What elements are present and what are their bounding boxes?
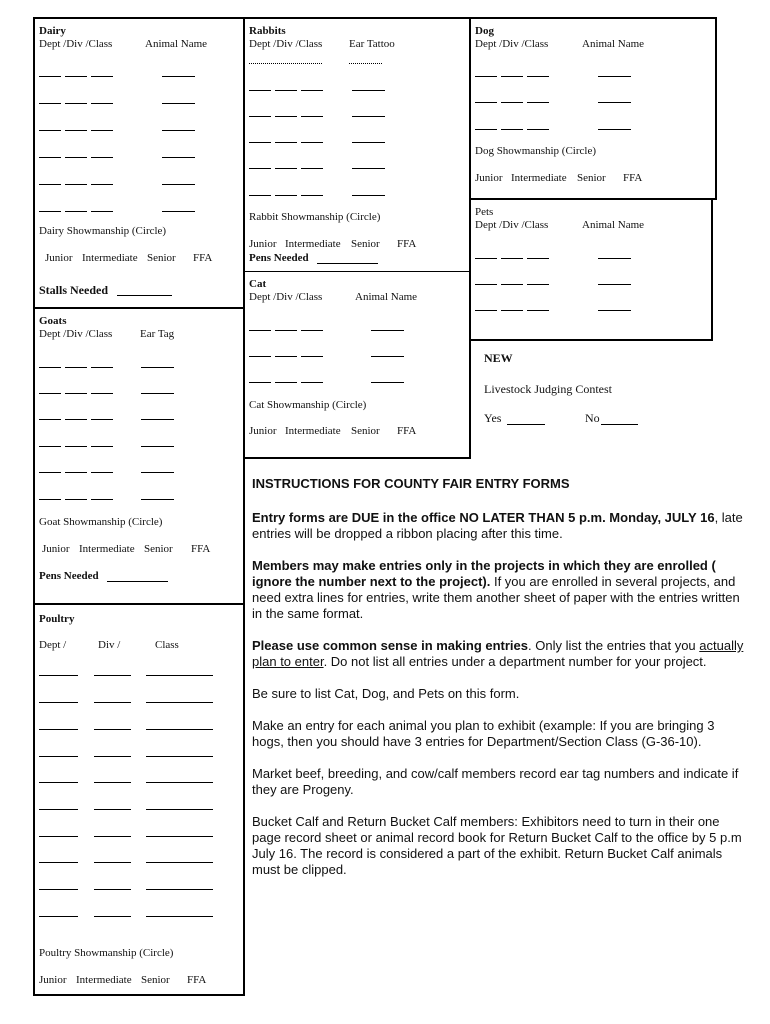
poultry-section	[33, 603, 245, 996]
dairy-entry-line[interactable]	[39, 184, 61, 185]
rabbits-entry-line[interactable]	[301, 168, 323, 169]
dairy-entry-line[interactable]	[91, 130, 113, 131]
dairy-entry-line[interactable]	[65, 211, 87, 212]
pets-entry-line[interactable]	[598, 258, 631, 259]
dairy-entry-line[interactable]	[162, 130, 195, 131]
goats-entry-line[interactable]	[91, 472, 113, 473]
poultry-entry-line[interactable]	[146, 675, 213, 676]
goats-entry-line[interactable]	[141, 499, 174, 500]
dairy-entry-line[interactable]	[162, 76, 195, 77]
dairy-entry-line[interactable]	[39, 211, 61, 212]
goats-entry-line[interactable]	[39, 419, 61, 420]
goats-junior[interactable]: Junior	[42, 543, 70, 555]
poultry-entry-line[interactable]	[94, 809, 131, 810]
goats-intermediate[interactable]: Intermediate	[79, 543, 135, 555]
rabbits-entry-line[interactable]	[249, 142, 271, 143]
due-rest: , late entries will be dropped a ribbon placing after this time.	[252, 510, 743, 541]
cat-ffa[interactable]: FFA	[397, 425, 417, 437]
dairy-entry-line[interactable]	[39, 130, 61, 131]
dairy-entry-line[interactable]	[162, 211, 195, 212]
pets-entry-line[interactable]	[527, 258, 549, 259]
rabbits-dept-header: Dept /Div /Class	[249, 38, 323, 50]
goats-entry-line[interactable]	[39, 446, 61, 447]
poultry-entry-line[interactable]	[146, 756, 213, 757]
pets-name-header: Animal Name	[582, 219, 645, 231]
rabbits-tattoo-header: Ear Tattoo	[349, 38, 395, 50]
poultry-entry-line[interactable]	[146, 916, 213, 917]
poultry-entry-line[interactable]	[94, 836, 131, 837]
dairy-entry-line[interactable]	[91, 157, 113, 158]
pets-entry-line[interactable]	[475, 310, 497, 311]
poultry-intermediate[interactable]: Intermediate	[76, 974, 132, 986]
poultry-entry-line[interactable]	[94, 889, 131, 890]
goats-entry-line[interactable]	[65, 419, 87, 420]
bucket-calf-a: Bucket Calf and Return Bucket Calf members: Exhibitors need to turn in their one page record sheet or animal record book for Return Bucket Calf to the office by 5 p.m	[252, 814, 742, 845]
common-sense-underline: actually plan to enter	[252, 638, 744, 669]
poultry-junior[interactable]: Junior	[39, 974, 67, 986]
rabbits-entry-line[interactable]	[352, 116, 385, 117]
goats-senior[interactable]: Senior	[144, 543, 173, 555]
goats-entry-line[interactable]	[141, 446, 174, 447]
dairy-entry-line[interactable]	[65, 184, 87, 185]
goats-entry-line[interactable]	[141, 472, 174, 473]
dog-entry-line[interactable]	[475, 76, 497, 77]
poultry-entry-line[interactable]	[94, 862, 131, 863]
poultry-class-header: Class	[155, 639, 179, 651]
rabbits-header-rule	[349, 63, 382, 64]
goats-entry-line[interactable]	[39, 499, 61, 500]
judging-no-label: No	[585, 411, 600, 425]
poultry-entry-line[interactable]	[94, 782, 131, 783]
cat-senior[interactable]: Senior	[351, 425, 380, 437]
dairy-entry-line[interactable]	[91, 76, 113, 77]
pets-section	[469, 198, 713, 341]
dog-entry-line[interactable]	[598, 76, 631, 77]
poultry-entry-line[interactable]	[39, 702, 78, 703]
rabbits-entry-line[interactable]	[352, 142, 385, 143]
dog-section	[469, 17, 717, 200]
dairy-section	[33, 17, 245, 309]
cat-name-header: Animal Name	[355, 291, 418, 303]
cat-entry-line[interactable]	[301, 356, 323, 357]
dog-entry-line[interactable]	[501, 129, 523, 130]
goats-tag-header: Ear Tag	[140, 328, 175, 340]
cat-entry-line[interactable]	[249, 356, 271, 357]
goats-entry-line[interactable]	[39, 393, 61, 394]
rabbits-entry-line[interactable]	[301, 142, 323, 143]
poultry-entry-line[interactable]	[39, 862, 78, 863]
dog-dept-header: Dept /Div /Class	[475, 38, 549, 50]
cat-section	[243, 271, 471, 459]
dog-entry-line[interactable]	[527, 76, 549, 77]
dog-entry-line[interactable]	[475, 102, 497, 103]
dog-senior[interactable]: Senior	[577, 172, 606, 184]
dairy-entry-line[interactable]	[39, 157, 61, 158]
cat-entry-line[interactable]	[275, 330, 297, 331]
goats-entry-line[interactable]	[141, 367, 174, 368]
rabbits-entry-line[interactable]	[275, 142, 297, 143]
cat-entry-line[interactable]	[275, 356, 297, 357]
poultry-entry-line[interactable]	[94, 675, 131, 676]
dairy-entry-line[interactable]	[91, 211, 113, 212]
goats-pens-needed-label: Pens Needed	[39, 570, 99, 582]
goats-showmanship: Goat Showmanship (Circle)	[39, 516, 163, 528]
cat-entry-line[interactable]	[371, 382, 404, 383]
goats-pens-needed-field[interactable]	[107, 581, 168, 582]
rabbits-entry-line[interactable]	[352, 195, 385, 196]
poultry-entry-line[interactable]	[146, 809, 213, 810]
dairy-dept-header: Dept /Div /Class	[39, 38, 113, 50]
goats-entry-line[interactable]	[91, 499, 113, 500]
common-sense-a: . Only list the entries that you	[528, 638, 700, 653]
poultry-senior[interactable]: Senior	[141, 974, 170, 986]
poultry-entry-line[interactable]	[39, 782, 78, 783]
cat-entry-line[interactable]	[249, 382, 271, 383]
rabbits-entry-line[interactable]	[249, 116, 271, 117]
common-sense-bold: Please use common sense in making entries	[252, 638, 529, 653]
goats-entry-line[interactable]	[65, 367, 87, 368]
poultry-entry-line[interactable]	[146, 889, 213, 890]
cat-dept-header: Dept /Div /Class	[249, 291, 323, 303]
dairy-entry-line[interactable]	[162, 184, 195, 185]
rabbits-entry-line[interactable]	[301, 116, 323, 117]
cat-entry-line[interactable]	[301, 382, 323, 383]
dairy-senior[interactable]: Senior	[147, 252, 176, 264]
instructions-enrolled-paragraph	[252, 558, 748, 622]
dairy-entry-line[interactable]	[39, 76, 61, 77]
dog-name-header: Animal Name	[582, 38, 645, 50]
dog-intermediate[interactable]: Intermediate	[511, 172, 567, 184]
goats-entry-line[interactable]	[91, 446, 113, 447]
rabbits-entry-line[interactable]	[275, 116, 297, 117]
dairy-entry-line[interactable]	[65, 76, 87, 77]
dairy-entry-line[interactable]	[65, 157, 87, 158]
dog-entry-line[interactable]	[501, 76, 523, 77]
poultry-entry-line[interactable]	[146, 782, 213, 783]
dairy-entry-line[interactable]	[65, 103, 87, 104]
poultry-entry-line[interactable]	[94, 756, 131, 757]
rabbits-section	[243, 17, 471, 273]
pets-entry-line[interactable]	[501, 284, 523, 285]
pets-title: Pets	[475, 206, 494, 218]
poultry-entry-line[interactable]	[39, 889, 78, 890]
dog-showmanship: Dog Showmanship (Circle)	[475, 145, 596, 157]
goats-entry-line[interactable]	[65, 472, 87, 473]
poultry-entry-line[interactable]	[146, 702, 213, 703]
poultry-entry-line[interactable]	[146, 862, 213, 863]
rabbits-entry-line[interactable]	[249, 195, 271, 196]
poultry-entry-line[interactable]	[39, 916, 78, 917]
rabbits-entry-line[interactable]	[301, 90, 323, 91]
goats-entry-line[interactable]	[65, 446, 87, 447]
dairy-ffa[interactable]: FFA	[193, 252, 213, 264]
judging-new: NEW	[484, 351, 513, 365]
rabbits-intermediate[interactable]: Intermediate	[285, 238, 341, 250]
dairy-entry-line[interactable]	[91, 103, 113, 104]
poultry-entry-line[interactable]	[39, 836, 78, 837]
goats-entry-line[interactable]	[65, 393, 87, 394]
goats-entry-line[interactable]	[91, 367, 113, 368]
rabbits-entry-line[interactable]	[249, 90, 271, 91]
judging-yes-label: Yes	[484, 411, 502, 425]
dairy-name-header: Animal Name	[145, 38, 208, 50]
instructions-heading: INSTRUCTIONS FOR COUNTY FAIR ENTRY FORMS	[252, 476, 570, 491]
cat-junior[interactable]: Junior	[249, 425, 277, 437]
rabbits-entry-line[interactable]	[275, 168, 297, 169]
rabbits-entry-line[interactable]	[352, 168, 385, 169]
stalls-needed-label: Stalls Needed	[39, 283, 108, 297]
pets-entry-line[interactable]	[527, 284, 549, 285]
bucket-calf-b: July 16. The record is considered a part of the exhibit. Return Bucket Calf animals must be clipped.	[252, 846, 723, 877]
goats-entry-line[interactable]	[91, 393, 113, 394]
rabbits-senior[interactable]: Senior	[351, 238, 380, 250]
instructions-entry-paragraph: Make an entry for each animal you plan to exhibit (example: If you are bringing 3 hogs, then you should have 3 entries for Department/Section Class (G-36-10).	[252, 718, 715, 749]
rabbits-entry-line[interactable]	[352, 90, 385, 91]
dog-entry-line[interactable]	[527, 102, 549, 103]
cat-title: Cat	[249, 278, 267, 290]
pets-entry-line[interactable]	[475, 284, 497, 285]
dog-ffa[interactable]: FFA	[623, 172, 643, 184]
goats-ffa[interactable]: FFA	[191, 543, 211, 555]
dog-entry-line[interactable]	[475, 129, 497, 130]
pets-entry-line[interactable]	[501, 310, 523, 311]
rabbits-entry-line[interactable]	[275, 90, 297, 91]
poultry-entry-line[interactable]	[39, 756, 78, 757]
instructions-market-beef-paragraph: Market beef, breeding, and cow/calf members record ear tag numbers and indicate if they are Progeny.	[252, 766, 739, 797]
judging-yes-field[interactable]	[507, 424, 545, 425]
poultry-dept-header: Dept /	[39, 639, 67, 651]
pets-entry-line[interactable]	[475, 258, 497, 259]
dog-junior[interactable]: Junior	[475, 172, 503, 184]
dog-entry-line[interactable]	[598, 102, 631, 103]
rabbits-entry-line[interactable]	[275, 195, 297, 196]
poultry-entry-line[interactable]	[39, 809, 78, 810]
instructions-block	[252, 476, 748, 894]
common-sense-b: . Do not list all entries under a department number for your project.	[323, 654, 707, 669]
goats-entry-line[interactable]	[65, 499, 87, 500]
poultry-showmanship: Poultry Showmanship (Circle)	[39, 947, 174, 959]
judging-title: Livestock Judging Contest	[484, 382, 612, 396]
instructions-common-sense-paragraph	[252, 638, 748, 670]
instructions-bucket-calf-paragraph	[252, 814, 748, 878]
dairy-intermediate[interactable]: Intermediate	[82, 252, 138, 264]
cat-entry-line[interactable]	[371, 330, 404, 331]
rabbits-showmanship: Rabbit Showmanship (Circle)	[249, 211, 381, 223]
poultry-ffa[interactable]: FFA	[187, 974, 207, 986]
goats-entry-line[interactable]	[91, 419, 113, 420]
judging-no-field[interactable]	[601, 424, 638, 425]
goats-entry-line[interactable]	[39, 367, 61, 368]
due-bold: Entry forms are DUE in the office NO LATER THAN 5 p.m. Monday, JULY 16	[252, 510, 715, 525]
poultry-entry-line[interactable]	[39, 729, 78, 730]
rabbits-title: Rabbits	[249, 25, 286, 37]
dairy-showmanship: Dairy Showmanship (Circle)	[39, 225, 167, 237]
dairy-entry-line[interactable]	[91, 184, 113, 185]
enrolled-rest: If you are enrolled in several projects, and need extra lines for entries, write them another sheet of paper with the entries written in the same format.	[252, 574, 740, 621]
cat-showmanship: Cat Showmanship (Circle)	[249, 399, 367, 411]
goats-entry-line[interactable]	[141, 393, 174, 394]
rabbits-entry-line[interactable]	[301, 195, 323, 196]
dog-entry-line[interactable]	[527, 129, 549, 130]
cat-intermediate[interactable]: Intermediate	[285, 425, 341, 437]
poultry-div-header: Div /	[98, 639, 121, 651]
dairy-junior[interactable]: Junior	[45, 252, 73, 264]
poultry-entry-line[interactable]	[39, 675, 78, 676]
instructions-list-pets-paragraph: Be sure to list Cat, Dog, and Pets on this form.	[252, 686, 520, 701]
cat-entry-line[interactable]	[275, 382, 297, 383]
enrolled-bold: Members may make entries only in the projects in which they are enrolled ( ignore the number next to the project).	[252, 558, 716, 589]
stalls-needed-field[interactable]	[117, 295, 172, 296]
dairy-entry-line[interactable]	[65, 130, 87, 131]
goats-entry-line[interactable]	[141, 419, 174, 420]
pets-entry-line[interactable]	[598, 284, 631, 285]
pets-dept-header: Dept /Div /Class	[475, 219, 549, 231]
poultry-entry-line[interactable]	[146, 729, 213, 730]
dog-entry-line[interactable]	[501, 102, 523, 103]
cat-entry-line[interactable]	[371, 356, 404, 357]
cat-entry-line[interactable]	[301, 330, 323, 331]
cat-entry-line[interactable]	[249, 330, 271, 331]
dog-title: Dog	[475, 25, 494, 37]
pets-entry-line[interactable]	[598, 310, 631, 311]
rabbits-entry-line[interactable]	[249, 168, 271, 169]
rabbits-header-rule	[249, 63, 322, 64]
pets-entry-line[interactable]	[501, 258, 523, 259]
goats-section	[33, 307, 245, 605]
rabbits-junior[interactable]: Junior	[249, 238, 277, 250]
poultry-entry-line[interactable]	[94, 729, 131, 730]
goats-dept-header: Dept /Div /Class	[39, 328, 113, 340]
rabbits-pens-needed-label: Pens Needed	[249, 252, 309, 264]
goats-entry-line[interactable]	[39, 472, 61, 473]
dairy-title: Dairy	[39, 25, 66, 37]
poultry-entry-line[interactable]	[94, 916, 131, 917]
dog-entry-line[interactable]	[598, 129, 631, 130]
pets-entry-line[interactable]	[527, 310, 549, 311]
dairy-entry-line[interactable]	[162, 157, 195, 158]
rabbits-ffa[interactable]: FFA	[397, 238, 417, 250]
dairy-entry-line[interactable]	[39, 103, 61, 104]
poultry-entry-line[interactable]	[94, 702, 131, 703]
poultry-title: Poultry	[39, 613, 75, 625]
rabbits-pens-needed-field[interactable]	[317, 263, 378, 264]
goats-title: Goats	[39, 315, 67, 327]
dairy-entry-line[interactable]	[162, 103, 195, 104]
poultry-entry-line[interactable]	[146, 836, 213, 837]
instructions-due-paragraph	[252, 510, 748, 542]
